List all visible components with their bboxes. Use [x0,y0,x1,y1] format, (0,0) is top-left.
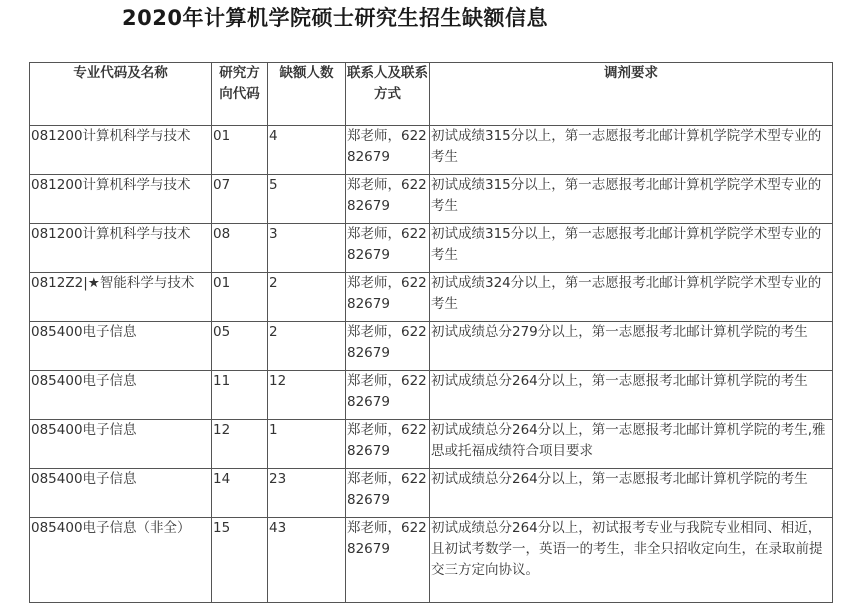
cell-direction: 01 [212,126,268,175]
cell-requirement: 初试成绩315分以上，第一志愿报考北邮计算机学院学术型专业的考生 [430,126,833,175]
header-direction: 研究方向代码 [212,63,268,126]
table-row [30,469,833,518]
cell-direction: 01 [212,273,268,322]
cell-vacancy: 43 [268,518,346,603]
vacancy-table [29,62,833,603]
cell-vacancy: 2 [268,273,346,322]
cell-requirement: 初试成绩总分264分以上，第一志愿报考北邮计算机学院的考生 [430,469,833,518]
cell-requirement: 初试成绩总分264分以上，第一志愿报考北邮计算机学院的考生 [430,371,833,420]
table-row [30,322,833,371]
cell-requirement: 初试成绩315分以上，第一志愿报考北邮计算机学院学术型专业的考生 [430,175,833,224]
cell-vacancy: 3 [268,224,346,273]
table-row [30,224,833,273]
table-row [30,420,833,469]
cell-major: 085400电子信息 [30,469,212,518]
cell-contact: 郑老师，62282679 [346,126,430,175]
cell-major: 085400电子信息 [30,322,212,371]
table-row [30,126,833,175]
cell-direction: 08 [212,224,268,273]
table-row [30,518,833,603]
cell-major: 081200计算机科学与技术 [30,126,212,175]
cell-contact: 郑老师，62282679 [346,322,430,371]
header-vacancy: 缺额人数 [268,63,346,126]
cell-major: 085400电子信息 [30,420,212,469]
cell-major: 0812Z2|★智能科学与技术 [30,273,212,322]
cell-contact: 郑老师，62282679 [346,224,430,273]
cell-vacancy: 12 [268,371,346,420]
cell-major: 085400电子信息 [30,371,212,420]
cell-contact: 郑老师，62282679 [346,518,430,603]
cell-direction: 05 [212,322,268,371]
cell-contact: 郑老师，62282679 [346,371,430,420]
cell-direction: 12 [212,420,268,469]
cell-major: 081200计算机科学与技术 [30,224,212,273]
cell-vacancy: 1 [268,420,346,469]
cell-contact: 郑老师，62282679 [346,273,430,322]
page-title: 2020年计算机学院硕士研究生招生缺额信息 [122,6,548,30]
cell-vacancy: 5 [268,175,346,224]
cell-major: 081200计算机科学与技术 [30,175,212,224]
cell-requirement: 初试成绩315分以上，第一志愿报考北邮计算机学院学术型专业的考生 [430,224,833,273]
cell-direction: 15 [212,518,268,603]
cell-contact: 郑老师，62282679 [346,469,430,518]
cell-direction: 14 [212,469,268,518]
cell-vacancy: 4 [268,126,346,175]
cell-requirement: 初试成绩总分279分以上，第一志愿报考北邮计算机学院的考生 [430,322,833,371]
cell-major: 085400电子信息（非全） [30,518,212,603]
cell-vacancy: 2 [268,322,346,371]
table-row [30,273,833,322]
header-requirement: 调剂要求 [430,63,833,126]
cell-requirement: 初试成绩总分264分以上，初试报考专业与我院专业相同、相近，且初试考数学一，英语一的考生，非全只招收定向生，在录取前提交三方定向协议。 [430,518,833,603]
cell-vacancy: 23 [268,469,346,518]
cell-direction: 07 [212,175,268,224]
header-major: 专业代码及名称 [30,63,212,126]
cell-requirement: 初试成绩总分264分以上，第一志愿报考北邮计算机学院的考生,雅思或托福成绩符合项目要求 [430,420,833,469]
cell-contact: 郑老师，62282679 [346,420,430,469]
table-row [30,371,833,420]
table-row [30,175,833,224]
cell-contact: 郑老师，62282679 [346,175,430,224]
table-header-row [30,63,833,126]
header-contact: 联系人及联系方式 [346,63,430,126]
cell-requirement: 初试成绩324分以上，第一志愿报考北邮计算机学院学术型专业的考生 [430,273,833,322]
cell-direction: 11 [212,371,268,420]
